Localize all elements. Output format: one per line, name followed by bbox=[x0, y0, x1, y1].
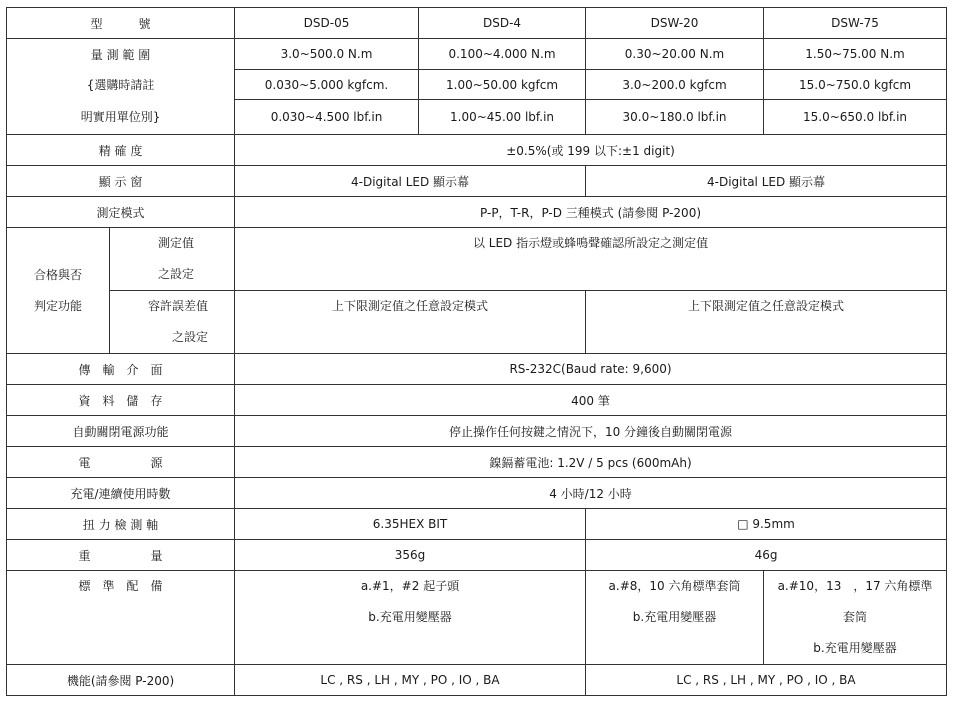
charge-row bbox=[7, 478, 947, 509]
range-cell: 0.030~5.000 kgfcm. bbox=[235, 70, 419, 100]
functions-value-dsw: LC , RS , LH , MY , PO , IO , BA bbox=[586, 665, 947, 696]
interface-label: 傳 輸 介 面 bbox=[7, 354, 235, 385]
model-label: 型 號 bbox=[7, 8, 235, 39]
weight-row bbox=[7, 540, 947, 571]
accessory-line: b.充電用變壓器 bbox=[813, 641, 897, 655]
accuracy-row bbox=[7, 135, 947, 166]
range-cell: 15.0~750.0 kgfcm bbox=[764, 70, 947, 100]
model-dsw-20: DSW-20 bbox=[586, 8, 764, 39]
spec-sheet bbox=[6, 7, 947, 696]
shaft-value-dsw: □ 9.5mm bbox=[586, 509, 947, 540]
accuracy-value: ±0.5%(或 199 以下:±1 digit) bbox=[235, 135, 947, 166]
judge-sub2-text: 上下限測定值之任意設定模式 bbox=[688, 299, 845, 313]
auto-off-value: 停止操作任何按鍵之情況下，10 分鐘後自動關閉電源 bbox=[235, 416, 947, 447]
accessory-line: b.充電用變壓器 bbox=[632, 610, 717, 624]
model-dsw-75: DSW-75 bbox=[764, 8, 947, 39]
judge-sub2-line: 之設定 bbox=[172, 330, 209, 344]
judge-label-line: 判定功能 bbox=[33, 298, 82, 313]
auto-off-row bbox=[7, 416, 947, 447]
weight-value-dsd: 356g bbox=[235, 540, 586, 571]
range-cell: 1.50~75.00 N.m bbox=[764, 39, 947, 70]
range-cell: 1.00~50.00 kgfcm bbox=[419, 70, 586, 100]
storage-row bbox=[7, 385, 947, 416]
judge-row-2 bbox=[7, 291, 947, 354]
range-cell: 0.30~20.00 N.m bbox=[586, 39, 764, 70]
shaft-label: 扭 力 檢 測 軸 bbox=[7, 509, 235, 540]
interface-value: RS-232C(Baud rate: 9,600) bbox=[235, 354, 947, 385]
range-label-3: 明實用單位別} bbox=[7, 100, 235, 135]
judge-sub1-line: 之設定 bbox=[158, 267, 195, 281]
range-cell: 15.0~650.0 lbf.in bbox=[764, 100, 947, 135]
power-label: 電 源 bbox=[7, 447, 235, 478]
storage-label: 資 料 儲 存 bbox=[7, 385, 235, 416]
accessories-label bbox=[7, 571, 235, 665]
judge-label-line: 合格與否 bbox=[33, 267, 82, 282]
power-value: 鎳鎘蓄電池: 1.2V / 5 pcs (600mAh) bbox=[235, 447, 947, 478]
judge-sub2-text: 上下限測定值之任意設定模式 bbox=[332, 299, 489, 313]
judge-sub2-value-dsw bbox=[586, 291, 947, 354]
range-cell: 0.030~4.500 lbf.in bbox=[235, 100, 419, 135]
range-row-nm bbox=[7, 39, 947, 70]
model-dsd-05: DSD-05 bbox=[235, 8, 419, 39]
accuracy-label: 精 確 度 bbox=[7, 135, 235, 166]
mode-label: 測定模式 bbox=[7, 197, 235, 228]
accessories-label-text: 標 準 配 備 bbox=[78, 579, 163, 593]
range-label-1: 量 測 範 圍 bbox=[7, 39, 235, 70]
range-cell: 1.00~45.00 lbf.in bbox=[419, 100, 586, 135]
charge-label: 充電/連續使用時數 bbox=[7, 478, 235, 509]
accessory-line: a.#10，13 ，17 六角標準 bbox=[777, 579, 933, 593]
range-cell: 30.0~180.0 lbf.in bbox=[586, 100, 764, 135]
judge-sub1-line: 測定值 bbox=[158, 236, 195, 250]
accessories-dsw-75 bbox=[764, 571, 947, 665]
display-value-dsd: 4-Digital LED 顯示幕 bbox=[235, 166, 586, 197]
accessories-dsd bbox=[235, 571, 586, 665]
range-row-lbfin bbox=[7, 100, 947, 135]
judge-sub2-value-dsd bbox=[235, 291, 586, 354]
model-header-row bbox=[7, 8, 947, 39]
judge-sub1-label bbox=[110, 228, 235, 291]
spec-table bbox=[6, 7, 947, 696]
display-value-dsw: 4-Digital LED 顯示幕 bbox=[586, 166, 947, 197]
functions-value-dsd: LC , RS , LH , MY , PO , IO , BA bbox=[235, 665, 586, 696]
display-label: 顯 示 窗 bbox=[7, 166, 235, 197]
judge-sub1-text: 以 LED 指示燈或蜂鳴聲確認所設定之測定值 bbox=[472, 236, 709, 250]
model-dsd-4: DSD-4 bbox=[419, 8, 586, 39]
accessories-dsw-20 bbox=[586, 571, 764, 665]
power-row bbox=[7, 447, 947, 478]
functions-row bbox=[7, 665, 947, 696]
display-row bbox=[7, 166, 947, 197]
interface-row bbox=[7, 354, 947, 385]
accessories-row bbox=[7, 571, 947, 665]
functions-label: 機能(請參閱 P-200) bbox=[7, 665, 235, 696]
range-row-kgfcm bbox=[7, 70, 947, 100]
mode-value: P-P，T-R，P-D 三種模式 (請參閱 P-200) bbox=[235, 197, 947, 228]
shaft-row bbox=[7, 509, 947, 540]
mode-row bbox=[7, 197, 947, 228]
range-cell: 3.0~500.0 N.m bbox=[235, 39, 419, 70]
judge-sub2-label bbox=[110, 291, 235, 354]
auto-off-label: 自動關閉電源功能 bbox=[7, 416, 235, 447]
charge-value: 4 小時/12 小時 bbox=[235, 478, 947, 509]
judge-label bbox=[7, 228, 110, 354]
weight-label: 重 量 bbox=[7, 540, 235, 571]
judge-row-1 bbox=[7, 228, 947, 291]
storage-value: 400 筆 bbox=[235, 385, 947, 416]
judge-sub1-value bbox=[235, 228, 947, 291]
range-label-2: {選購時請註 bbox=[7, 70, 235, 100]
accessory-line: a.#1，#2 起子頭 bbox=[360, 579, 460, 593]
shaft-value-dsd: 6.35HEX BIT bbox=[235, 509, 586, 540]
weight-value-dsw: 46g bbox=[586, 540, 947, 571]
accessory-line: a.#8，10 六角標準套筒 bbox=[608, 579, 741, 593]
range-cell: 0.100~4.000 N.m bbox=[419, 39, 586, 70]
range-cell: 3.0~200.0 kgfcm bbox=[586, 70, 764, 100]
accessory-line: 套筒 bbox=[843, 610, 868, 624]
judge-sub2-line: 容許誤差值 bbox=[148, 299, 209, 313]
accessory-line: b.充電用變壓器 bbox=[368, 610, 452, 624]
